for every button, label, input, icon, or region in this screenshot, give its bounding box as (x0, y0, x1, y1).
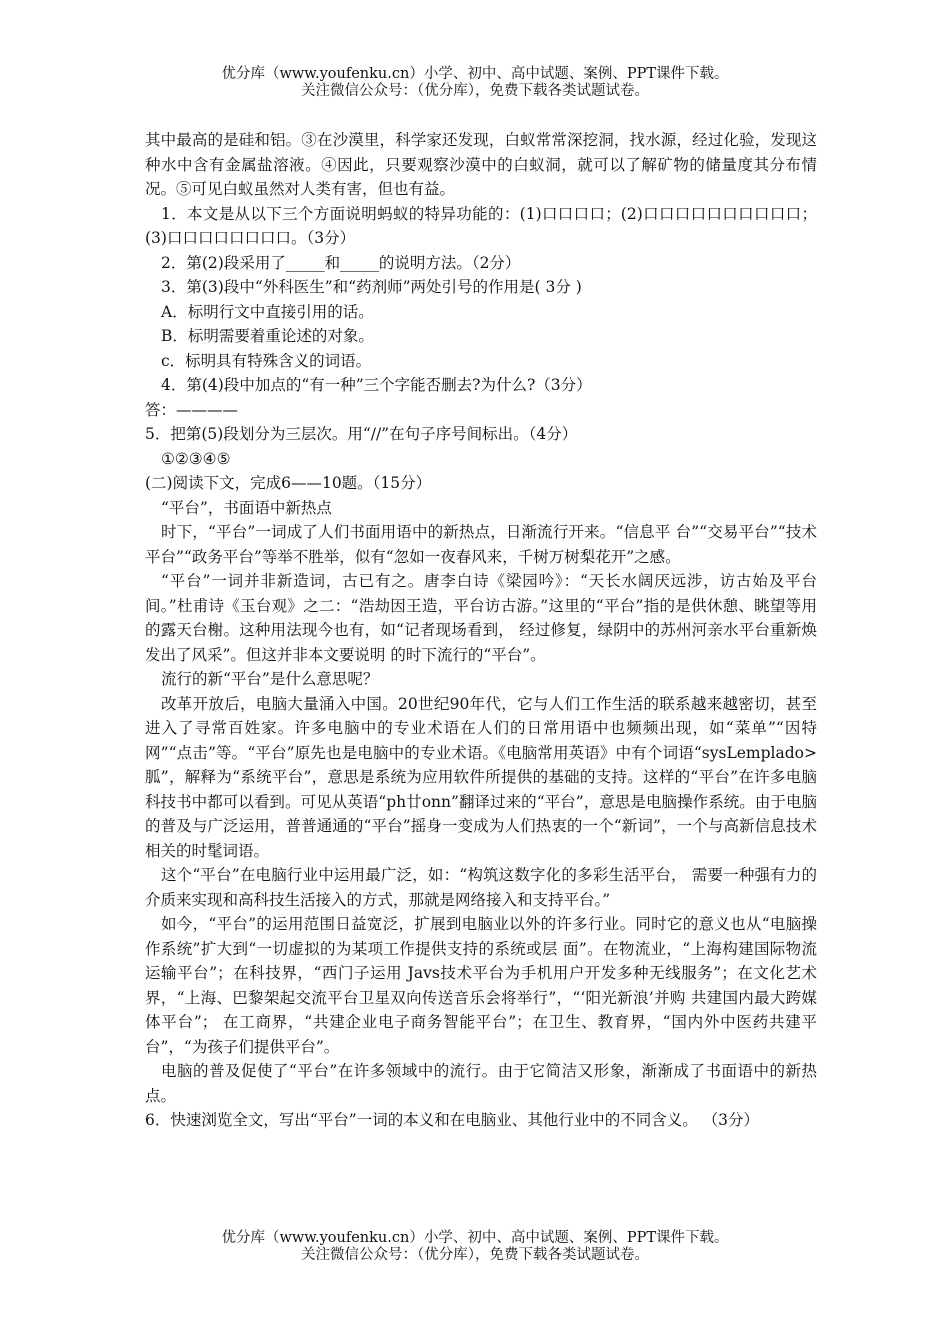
article-title: “平台”，书面语中新热点 (161, 498, 332, 517)
header-line-1: 优分库（www.youfenku.cn）小学、初中、高中试题、案例、PPT课件下载。 (221, 66, 729, 82)
footer-line-2: 关注微信公众号：（优分库），免费下载各类试题试卷。 (301, 1247, 649, 1263)
question-1: 1．本文是从以下三个方面说明蚂蚁的特异功能的：(1)口口口口；(2)口口口口口口口口口口；(3)口口口口口口口口。（3分） (145, 204, 817, 247)
question-4: 4．第(4)段中加点的“有一种”三个字能否删去?为什么?（3分） (161, 376, 592, 394)
page-footer (0, 1230, 950, 1264)
question-6: 6．快速浏览全文，写出“平台”一词的本义和在电脑业、其他行业中的不同含义。 （3分） (145, 1111, 760, 1129)
question-2: 2．第(2)段采用了_____和_____的说明方法。（2分） (161, 253, 521, 272)
option-b: B．标明需要着重论述的对象。 (161, 327, 374, 345)
footer-line-1: 优分库（www.youfenku.cn）小学、初中、高中试题、案例、PPT课件下载。 (221, 1230, 729, 1246)
article-paragraph-1: 时下，“平台”一词成了人们书面用语中的新热点，日渐流行开来。“信息平 台”“交易平台”“技术平台”“政务平台”等举不胜举，似有“忽如一夜春风来，千树万树梨花开”之感。 (145, 523, 817, 566)
article-paragraph-4: 改革开放后，电脑大量涌入中国。20世纪90年代，它与人们工作生活的联系越来越密切，甚至进入了寻常百姓家。许多电脑中的专业术语在人们的日常用语中也频频出现，如“菜单”“因特网”“点击”等。“平台”原先也是电脑中的专业术语。《电脑常用英语》中有个词语“sysLemplado>胍”，解释为“系统平台”，意思是系统为应用软件所提供的基础的支持。这样的“平台”在许多电脑科技书中都可以看到。可见从英语“ph廿onn”翻译过来的“平台”，意思是电脑操作系统。由于电脑的普及与广泛运用，普普通通的“平台”摇身一变成为人们热衷的一个“新词”，一个与高新信息技术相关的时髦词语。 (145, 694, 817, 860)
article-paragraph-6: 如今，“平台”的运用范围日益宽泛，扩展到电脑业以外的许多行业。同时它的意义也从“电脑操作系统”扩大到“一切虚拟的为某项工作提供支持的系统或层 面”。在物流业，“上海构建国际物流运输平台”；在科技界，“西门子运用 Javs技术平台为手机用户开发多种无线服务”；在文化艺术界，“上海、巴黎架起交流平台卫星双向传送音乐会将举行”，“‘阳光新浪’并购 共建国内最大跨媒体平台”； 在工商界，“共建企业电子商务智能平台”；在卫生、教育界，“国内外中医药共建平 台”，“为孩子们提供平台”。 (145, 915, 817, 1056)
section-2-heading: (二)阅读下文，完成6——10题。（15分） (145, 474, 432, 492)
article-paragraph-7: 电脑的普及促使了“平台”在许多领域中的流行。由于它简洁又形象，渐渐成了书面语中的新热点。 (145, 1062, 817, 1105)
page-header (0, 66, 950, 100)
article-paragraph-2: “平台”一词并非新造词，古已有之。唐李白诗《梁园吟》：“天长水阔厌远涉，访古始及平台间。”杜甫诗《玉台观》之二：“浩劫因王造，平台访古游。”这里的“平台”指的是供休憩、眺望等用的露天台榭。这种用法现今也有，如“记者现场看到， 经过修复，绿阴中的苏州河亲水平台重新焕发出了风采”。但这并非本文要说明 的时下流行的“平台”。 (145, 572, 817, 664)
article-paragraph-5: 这个“平台”在电脑行业中运用最广泛，如：“构筑这数字化的多彩生活平台， 需要一种强有力的介质来实现和高科技生活接入的方式，那就是网络接入和支持平台。” (145, 866, 817, 909)
sentence-numbers: ①②③④⑤ (161, 449, 231, 468)
option-c: c．标明具有特殊含义的词语。 (161, 351, 372, 370)
answer-line: 答：———— (145, 400, 239, 419)
header-line-2: 关注微信公众号：（优分库），免费下载各类试题试卷。 (301, 83, 649, 99)
document-body (145, 128, 817, 1133)
question-5: 5．把第(5)段划分为三层次。用“//”在句子序号间标出。（4分） (145, 425, 578, 443)
paragraph-continuation: 其中最高的是硅和铝。③在沙漠里，科学家还发现，白蚁常常深挖洞，找水源，经过化验，发现这种水中含有金属盐溶液。④因此，只要观察沙漠中的白蚁洞，就可以了解矿物的储量度其分布情况。⑤可见白蚁虽然对人类有害，但也有益。 (145, 131, 817, 198)
article-paragraph-3: 流行的新“平台”是什么意思呢？ (161, 670, 379, 688)
question-3: 3．第(3)段中“外科医生”和“药剂师”两处引号的作用是( 3分 ) (161, 278, 582, 296)
option-a: A．标明行文中直接引用的话。 (161, 302, 374, 321)
